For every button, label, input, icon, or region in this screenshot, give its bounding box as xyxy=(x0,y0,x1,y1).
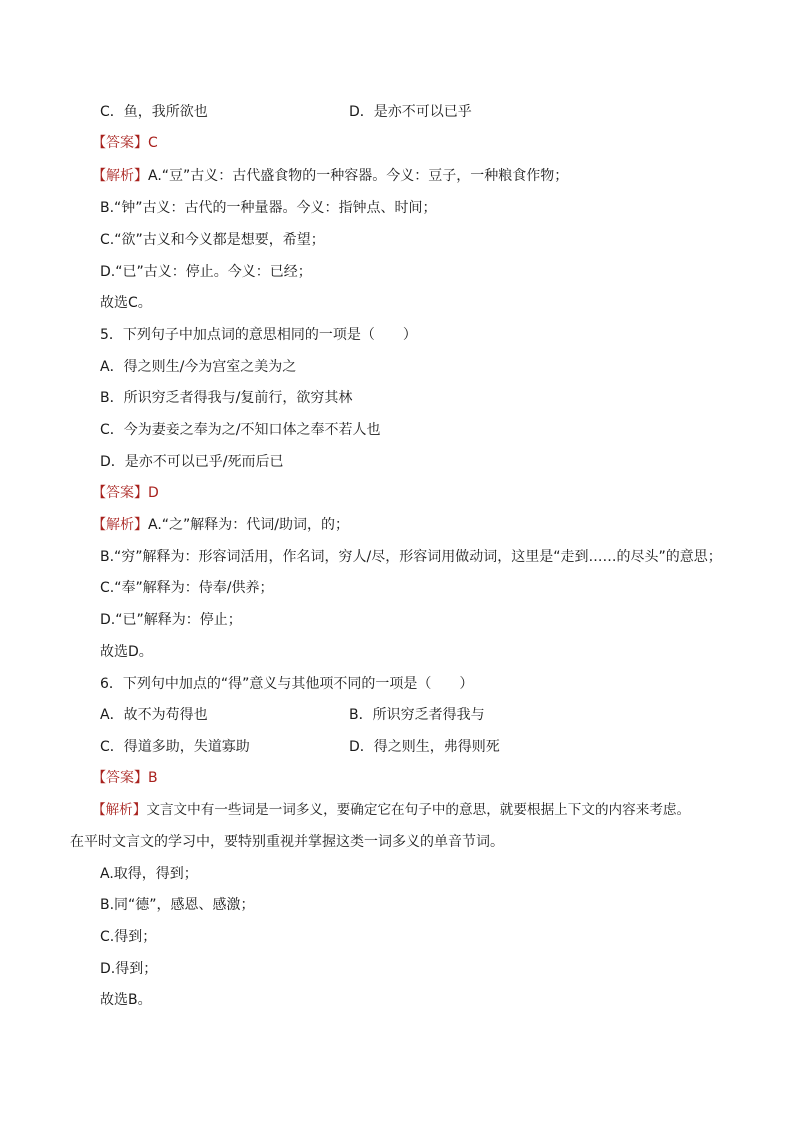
q5-answer xyxy=(92,484,159,502)
analysis-label: 【解析】 xyxy=(92,802,147,818)
q5-option-b: B．所识穷乏者得我与/复前行，欲穷其林 xyxy=(100,390,353,406)
q6-analysis-intro-2: 在平时文言文的学习中，要特别重视并掌握这类一词多义的单音节词。 xyxy=(70,834,504,850)
prev-option-d: D．是亦不可以已乎 xyxy=(349,104,472,120)
analysis-text: A.“之”解释为：代词/助词，的； xyxy=(148,517,350,533)
prev-conclusion: 故选C。 xyxy=(100,295,152,311)
answer-value: D xyxy=(148,485,159,501)
q6-option-a: A．故不为苟得也 xyxy=(100,707,208,723)
q5-analysis-line-3: C.“奉”解释为：侍奉/供养； xyxy=(100,580,274,596)
q5-option-d: D．是亦不可以已乎/死而后已 xyxy=(100,454,284,470)
answer-label: 【答案】 xyxy=(92,770,148,786)
q6-conclusion: 故选B。 xyxy=(100,992,152,1008)
prev-analysis-line-4: D.“已”古义：停止。今义：已经； xyxy=(100,264,312,280)
prev-analysis-line-3: C.“欲”古义和今义都是想要，希望； xyxy=(100,232,325,248)
q6-analysis-line-d: D.得到； xyxy=(100,961,158,977)
q5-stem: 5．下列句子中加点词的意思相同的一项是（ ） xyxy=(100,327,417,343)
q6-option-c: C．得道多助，失道寡助 xyxy=(100,739,250,755)
q5-analysis-line-1 xyxy=(92,516,349,534)
q6-analysis-line-a: A.取得，得到； xyxy=(100,866,198,882)
q6-analysis-line-c: C.得到； xyxy=(100,929,157,945)
q5-option-c: C．今为妻妾之奉为之/不知口体之奉不若人也 xyxy=(100,422,381,438)
q6-analysis-intro-1 xyxy=(92,801,690,819)
analysis-label: 【解析】 xyxy=(92,517,148,533)
q6-answer xyxy=(92,769,158,787)
q5-option-a: A．得之则生/今为宫室之美为之 xyxy=(100,359,297,375)
q6-stem: 6．下列句中加点的“得”意义与其他项不同的一项是（ ） xyxy=(100,676,474,692)
analysis-label: 【解析】 xyxy=(92,168,148,184)
q6-option-b: B．所识穷乏者得我与 xyxy=(349,707,485,723)
q5-conclusion: 故选D。 xyxy=(100,644,153,660)
q5-analysis-line-4: D.“已”解释为：停止； xyxy=(100,612,242,628)
prev-analysis-line-1 xyxy=(92,167,568,185)
analysis-text: 文言文中有一些词是一词多义，要确定它在句子中的意思，就要根据上下文的内容来考虑。 xyxy=(146,802,691,818)
q6-analysis-line-b: B.同“德”，感恩、感激； xyxy=(100,897,255,913)
answer-label: 【答案】 xyxy=(92,135,148,151)
analysis-text: A.“豆”古义：古代盛食物的一种容器。今义：豆子，一种粮食作物； xyxy=(148,168,569,184)
prev-analysis-line-2: B.“钟”古义：古代的一种量器。今义：指钟点、时间； xyxy=(100,200,437,216)
answer-value: B xyxy=(148,770,158,786)
prev-option-c: C．鱼，我所欲也 xyxy=(100,104,208,120)
prev-answer xyxy=(92,134,158,152)
q6-option-d: D．得之则生，弗得则死 xyxy=(349,739,500,755)
q5-analysis-line-2: B.“穷”解释为：形容词活用，作名词，穷人/尽，形容词用做动词，这里是“走到……的尽头”的意思； xyxy=(100,549,722,565)
answer-label: 【答案】 xyxy=(92,485,148,501)
answer-value: C xyxy=(148,135,158,151)
